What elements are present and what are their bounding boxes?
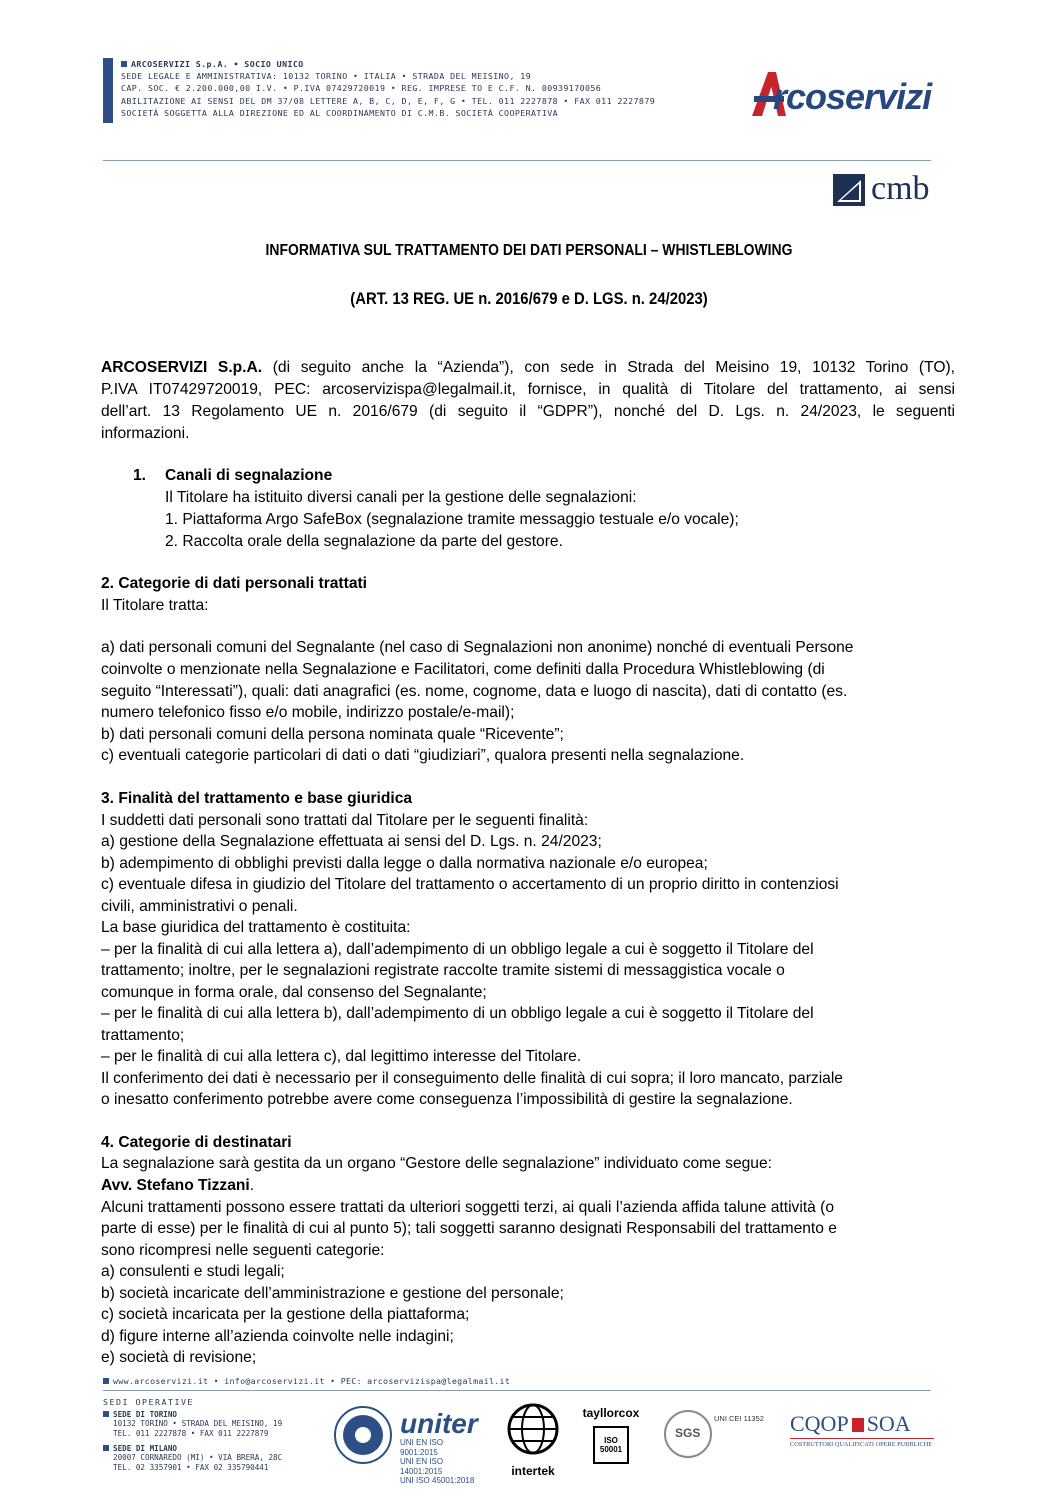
section-2-line: a) dati personali comuni del Segnalante (nel caso di Segnalazioni non anonime) nonché di eventuali Persone	[101, 639, 854, 656]
page-subtitle: (ART. 13 REG. UE n. 2016/679 e D. LGS. n. 24/2023)	[350, 290, 708, 308]
section-3-line: civili, amministrativi o penali.	[101, 898, 298, 915]
arcoservizi-logo	[748, 68, 938, 120]
section-2-line: c) eventuali categorie particolari di dati o dati “giudiziari”, qualora presenti nella segnalazione.	[101, 747, 745, 764]
section-3-line: comunque in forma orale, dal consenso del Segnalante;	[101, 984, 487, 1001]
section-1-number: 1.	[133, 467, 147, 484]
iso50001-badge: ISO 50001	[593, 1426, 629, 1464]
section-4-line: parte di esse) per le finalità di cui al punto 5); tali soggetti saranno designati Responsabili del trattamento e	[101, 1220, 837, 1237]
intro-line-3: dell’art. 13 Regolamento UE n. 2016/679 (di seguito il “GDPR”), nonché del D. Lgs. n. 24/2023, le seguenti	[101, 403, 955, 420]
letterhead-line-1: ARCOSERVIZI S.p.A. • SOCIO UNICO	[131, 59, 304, 69]
letterhead-line-5: SOCIETÀ SOGGETTA ALLA DIREZIONE ED AL COORDINAMENTO DI C.M.B. SOCIETÀ COOPERATIVA	[121, 107, 559, 118]
uni-cei-text: UNI CEI 11352	[714, 1414, 764, 1423]
section-2-line: Il Titolare tratta:	[101, 597, 209, 614]
page-title: INFORMATIVA SUL TRATTAMENTO DEI DATI PERSONALI – WHISTLEBLOWING	[265, 242, 793, 259]
section-4-line: d) figure interne all’azienda coinvolte nelle indagini;	[101, 1328, 454, 1345]
cqop-text: CQOP	[790, 1411, 849, 1436]
soa-text: SOA	[866, 1411, 911, 1436]
bullet-square-icon	[121, 61, 127, 67]
section-1-line: Il Titolare ha istituito diversi canali per la gestione delle segnalazioni:	[165, 489, 637, 506]
section-2-line: coinvolte o menzionate nella Segnalazione e Facilitatori, come definiti dalla Procedura Whistleblowing (di	[101, 661, 825, 678]
tayllorcox-logo-text: tayllorcox	[582, 1406, 640, 1420]
section-3-line: – per la finalità di cui alla lettera a), dall’adempimento di un obbligo legale a cui è soggetto il Titolare del	[101, 941, 814, 958]
section-2-line: b) dati personali comuni della persona nominata quale “Ricevente”;	[101, 726, 564, 743]
company-name: ARCOSERVIZI S.p.A.	[101, 359, 263, 376]
tayllorcox-logo	[580, 1398, 642, 1476]
section-3-line: – per le finalità di cui alla lettera c), dal legittimo interesse del Titolare.	[101, 1048, 582, 1065]
letterhead-line-3: CAP. SOC. € 2.200.000,00 I.V. • P.IVA 07429720019 • REG. IMPRESE TO E C.F. N. 00939170056	[121, 83, 602, 94]
section-4-line: e) società di revisione;	[101, 1349, 257, 1366]
intertek-logo-text: intertek	[511, 1464, 555, 1478]
section-4-person: Avv. Stefano Tizzani.	[101, 1177, 255, 1194]
section-3-line: trattamento; inoltre, per le segnalazioni registrate raccolte tramite sistemi di messaggistica vocale o	[101, 962, 785, 979]
bullet-square-icon	[103, 1411, 109, 1417]
intertek-globe-icon	[505, 1400, 561, 1458]
header-divider	[103, 160, 931, 161]
accredia-seal-icon	[333, 1400, 393, 1470]
section-2-heading: 2. Categorie di dati personali trattati	[101, 575, 368, 592]
section-3-line: b) adempimento di obblighi previsti dalla legge o dalla normativa nazionale e/o europea;	[101, 855, 708, 872]
intro-line-4: informazioni.	[101, 425, 190, 442]
section-1-heading: Canali di segnalazione	[165, 467, 333, 484]
section-3-line: c) eventuale difesa in giudizio del Titolare del trattamento o accertamento di un proprio diritto in contenziosi	[101, 876, 839, 893]
accredia-logo	[333, 1400, 393, 1470]
uniter-logo: uniter UNI EN ISO 9001:2015 UNI EN ISO 14001:2015 UNI ISO 45001:2018	[400, 1410, 482, 1470]
section-3-line: Il conferimento dei dati è necessario per il conseguimento delle finalità di cui sopra; il loro mancato, parziale	[101, 1070, 843, 1087]
sgs-logo	[662, 1408, 772, 1464]
cmb-mark-icon	[833, 174, 865, 208]
footer-contacts: www.arcoservizi.it • info@arcoservizi.it • PEC: arcoservizispa@legalmail.it	[103, 1376, 510, 1386]
cmb-logo-text: cmb	[871, 170, 930, 207]
section-1-line: 2. Raccolta orale della segnalazione da parte del gestore.	[165, 533, 563, 550]
sgs-logo-text: SGS	[675, 1426, 701, 1440]
section-4-line: a) consulenti e studi legali;	[101, 1263, 285, 1280]
footer-sedi-title: SEDI OPERATIVE	[103, 1397, 194, 1407]
section-3-line: trattamento;	[101, 1027, 185, 1044]
section-2-line: numero telefonico fisso e/o mobile, indirizzo postale/e-mail);	[101, 704, 515, 721]
cmb-logo	[833, 170, 933, 210]
section-1-line: 1. Piattaforma Argo SafeBox (segnalazione tramite messaggio testuale e/o vocale);	[165, 511, 739, 528]
section-4-heading: 4. Categorie di destinatari	[101, 1134, 292, 1151]
section-3-heading: 3. Finalità del trattamento e base giuridica	[101, 790, 413, 807]
cqop-square-icon	[852, 1418, 864, 1432]
section-3-line: – per le finalità di cui alla lettera b), dall’adempimento di un obbligo legale a cui è soggetto il Titolare del	[101, 1005, 814, 1022]
uniter-logo-text: uniter	[400, 1408, 478, 1439]
section-4-line: c) società incaricata per la gestione della piattaforma;	[101, 1306, 470, 1323]
letterhead-line-4: ABILITAZIONE AI SENSI DEL DM 37/08 LETTERE A, B, C, D, E, F, G • TEL. 011 2227878 • FAX 011 2227879	[121, 95, 656, 106]
section-4-line: b) società incaricate dell’amministrazione e gestione del personale;	[101, 1285, 564, 1302]
cqop-soa-logo	[790, 1412, 934, 1456]
letterhead-line-2: SEDE LEGALE E AMMINISTRATIVA: 10132 TORINO • ITALIA • STRADA DEL MEISINO, 19	[121, 71, 532, 82]
footer-sede-milano: SEDE DI MILANO 20007 CORNAREDO (MI) • VIA BRERA, 28C TEL. 02 3357901 • FAX 02 335790441	[103, 1444, 282, 1472]
footer-divider	[103, 1390, 931, 1391]
section-4-line: La segnalazione sarà gestita da un organo “Gestore delle segnalazione” individuato come segue:	[101, 1155, 772, 1172]
intro-line-1: ARCOSERVIZI S.p.A. (di seguito anche la “Azienda”), con sede in Strada del Meisino 19, 10132 Torino (TO),	[101, 359, 955, 376]
intro-line-2: P.IVA IT07429720019, PEC: arcoservizispa@legalmail.it, fornisce, in qualità di Titolare del trattamento, ai sensi	[101, 381, 955, 398]
intertek-logo	[505, 1400, 561, 1476]
section-3-line: o inesatto conferimento potrebbe avere come conseguenza l’impossibilità di gestire la segnalazione.	[101, 1091, 793, 1108]
section-4-line: sono ricompresi nelle seguenti categorie:	[101, 1242, 385, 1259]
gestore-name: Avv. Stefano Tizzani	[101, 1177, 250, 1194]
arcoservizi-logo-text: rcoservizi	[773, 76, 932, 117]
section-3-line: I suddetti dati personali sono trattati dal Titolare per le seguenti finalità:	[101, 812, 589, 829]
letterhead-bar	[103, 58, 113, 123]
section-4-line: Alcuni trattamenti possono essere trattati da ulteriori soggetti terzi, ai quali l’azienda affida talune attività (o	[101, 1199, 835, 1216]
letterhead-text	[121, 58, 721, 119]
section-2-line: seguito “Interessati”), quali: dati anagrafici (es. nome, cognome, data e luogo di nascita), dati di contatto (es.	[101, 683, 848, 700]
footer-sede-torino: SEDE DI TORINO 10132 TORINO • STRADA DEL MEISINO, 19 TEL. 011 2227878 • FAX 011 2227879	[103, 1410, 282, 1438]
section-3-line: a) gestione della Segnalazione effettuata ai sensi del D. Lgs. n. 24/2023;	[101, 833, 602, 850]
bullet-square-icon	[103, 1378, 109, 1384]
bullet-square-icon	[103, 1445, 109, 1451]
cqop-subtitle: COSTRUTTORI QUALIFICATI OPERE PUBBLICHE	[790, 1438, 934, 1448]
section-3-line: La base giuridica del trattamento è costituita:	[101, 919, 411, 936]
